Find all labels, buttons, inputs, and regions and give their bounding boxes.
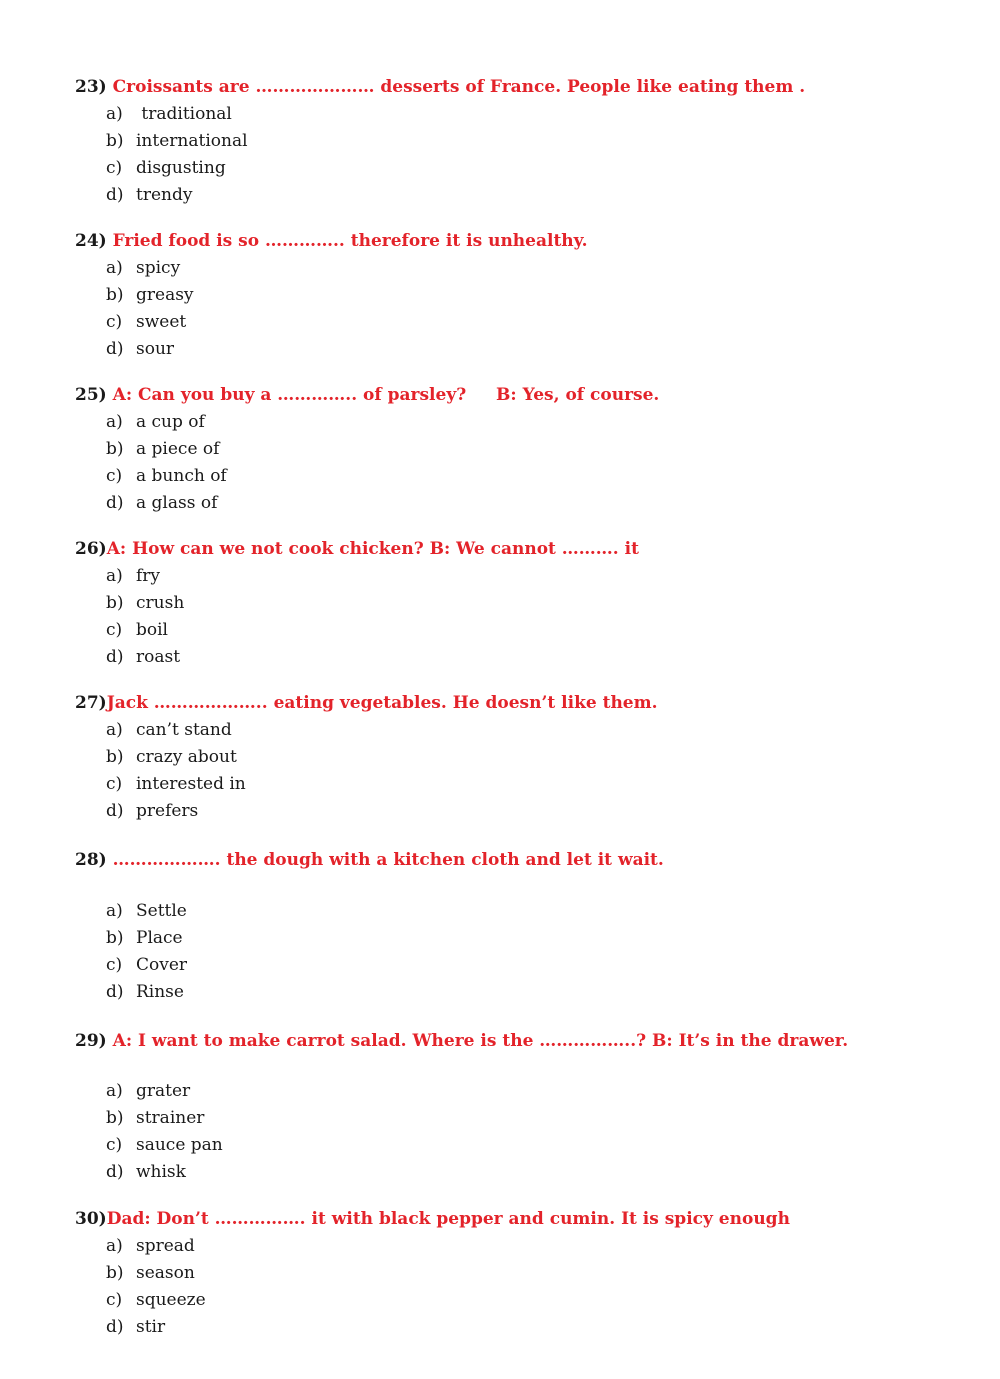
option-c[interactable] [75, 309, 975, 336]
question-text: A: Can you buy a ………….. of parsley? [112, 385, 467, 405]
option-text: whisk [136, 1162, 186, 1182]
options-list [75, 563, 975, 671]
option-c[interactable] [75, 155, 975, 182]
option-c[interactable] [75, 1132, 975, 1159]
question-text: A: How can we not cook chicken? B: We cannot ………. it [106, 539, 639, 559]
option-text: a cup of [136, 412, 205, 432]
question-text: A: I want to make carrot salad. Where is the ……………..? B: It’s in the drawer. [112, 1031, 849, 1051]
option-text: spread [136, 1236, 195, 1256]
options-list [75, 409, 975, 517]
option-text: a glass of [136, 493, 218, 513]
option-letter: b) [106, 439, 124, 459]
option-text: sauce pan [136, 1135, 223, 1155]
question-number: 28) [75, 850, 107, 870]
option-letter: d) [106, 982, 124, 1002]
option-a[interactable] [75, 1078, 975, 1105]
option-text: squeeze [136, 1290, 206, 1310]
question-number: 24) [75, 231, 107, 251]
option-text: international [136, 131, 248, 151]
question-prompt [75, 692, 975, 714]
option-text: boil [136, 620, 168, 640]
options-list [75, 1233, 975, 1341]
option-d[interactable] [75, 979, 975, 1006]
option-text: Cover [136, 955, 188, 975]
question-number: 25) [75, 385, 107, 405]
option-text: prefers [136, 801, 199, 821]
option-b[interactable] [75, 590, 975, 617]
question-text: Croissants are ………………… desserts of France. People like eating them . [112, 77, 806, 97]
option-text: roast [136, 647, 181, 667]
option-text: greasy [136, 285, 194, 305]
option-b[interactable] [75, 436, 975, 463]
option-text: sweet [136, 312, 187, 332]
option-text: interested in [136, 774, 246, 794]
option-b[interactable] [75, 925, 975, 952]
option-letter: c) [106, 620, 123, 640]
question-23 [75, 76, 975, 209]
option-letter: d) [106, 1162, 124, 1182]
option-text: crazy about [136, 747, 237, 767]
option-d[interactable] [75, 1159, 975, 1186]
option-b[interactable] [75, 1260, 975, 1287]
option-letter: c) [106, 774, 123, 794]
option-letter: b) [106, 928, 124, 948]
options-list [75, 898, 975, 1006]
options-list [75, 101, 975, 209]
option-b[interactable] [75, 744, 975, 771]
question-text: Fried food is so ………….. therefore it is unhealthy. [112, 231, 588, 251]
option-letter: a) [106, 1236, 123, 1256]
option-a[interactable] [75, 717, 975, 744]
option-text: spicy [136, 258, 181, 278]
option-d[interactable] [75, 490, 975, 517]
question-prompt [75, 76, 975, 98]
question-prompt [75, 230, 975, 252]
option-text: stir [136, 1317, 166, 1337]
question-text: Jack ……………….. eating vegetables. He doesn’t like them. [106, 693, 658, 713]
option-letter: c) [106, 1135, 123, 1155]
option-d[interactable] [75, 182, 975, 209]
option-letter: b) [106, 1263, 124, 1283]
option-letter: a) [106, 104, 123, 124]
option-text: sour [136, 339, 175, 359]
option-letter: b) [106, 285, 124, 305]
question-text: ………………. the dough with a kitchen cloth and let it wait. [112, 850, 664, 870]
question-24 [75, 230, 975, 363]
question-28 [75, 849, 975, 1006]
option-letter: c) [106, 158, 123, 178]
option-text: strainer [136, 1108, 205, 1128]
question-prompt [75, 384, 975, 406]
option-text: season [136, 1263, 195, 1283]
options-list [75, 255, 975, 363]
option-d[interactable] [75, 798, 975, 825]
option-c[interactable] [75, 1287, 975, 1314]
option-a[interactable] [75, 255, 975, 282]
option-d[interactable] [75, 336, 975, 363]
question-25 [75, 384, 975, 517]
option-text: fry [136, 566, 161, 586]
option-text: a bunch of [136, 466, 227, 486]
option-text: trendy [136, 185, 193, 205]
option-letter: d) [106, 801, 124, 821]
question-26 [75, 538, 975, 671]
question-text: Dad: Don’t ……………. it with black pepper and cumin. It is spicy enough [106, 1209, 790, 1229]
option-text: Settle [136, 901, 187, 921]
option-c[interactable] [75, 771, 975, 798]
question-27 [75, 692, 975, 825]
question-number: 23) [75, 77, 107, 97]
question-number: 30) [75, 1209, 107, 1229]
option-letter: d) [106, 493, 124, 513]
option-letter: a) [106, 258, 123, 278]
option-b[interactable] [75, 282, 975, 309]
option-c[interactable] [75, 617, 975, 644]
option-a[interactable] [75, 101, 975, 128]
option-letter: a) [106, 566, 123, 586]
option-c[interactable] [75, 952, 975, 979]
option-letter: c) [106, 466, 123, 486]
option-letter: a) [106, 1081, 123, 1101]
option-text: Rinse [136, 982, 184, 1002]
option-letter: a) [106, 901, 123, 921]
option-letter: b) [106, 593, 124, 613]
option-a[interactable] [75, 1233, 975, 1260]
question-prompt [75, 1030, 975, 1052]
question-prompt [75, 1208, 975, 1230]
option-letter: a) [106, 720, 123, 740]
option-letter: d) [106, 185, 124, 205]
question-number: 27) [75, 693, 107, 713]
options-list [75, 717, 975, 825]
option-letter: c) [106, 312, 123, 332]
option-text: disgusting [136, 158, 226, 178]
option-d[interactable] [75, 1314, 975, 1341]
option-text: a piece of [136, 439, 220, 459]
option-text: can’t stand [136, 720, 232, 740]
option-letter: a) [106, 412, 123, 432]
option-letter: c) [106, 1290, 123, 1310]
option-a[interactable] [75, 563, 975, 590]
question-prompt [75, 538, 975, 560]
option-letter: d) [106, 339, 124, 359]
option-b[interactable] [75, 1105, 975, 1132]
question-response: B: Yes, of course. [496, 385, 660, 405]
option-a[interactable] [75, 898, 975, 925]
option-text: crush [136, 593, 185, 613]
question-29 [75, 1030, 975, 1186]
option-letter: b) [106, 1108, 124, 1128]
option-a[interactable] [75, 409, 975, 436]
question-number: 29) [75, 1031, 107, 1051]
question-prompt [75, 849, 975, 871]
option-text: Place [136, 928, 183, 948]
option-letter: d) [106, 1317, 124, 1337]
option-text: traditional [136, 104, 232, 124]
question-30 [75, 1208, 975, 1341]
option-letter: b) [106, 747, 124, 767]
option-text: grater [136, 1081, 191, 1101]
option-c[interactable] [75, 463, 975, 490]
option-letter: d) [106, 647, 124, 667]
options-list [75, 1078, 975, 1186]
option-d[interactable] [75, 644, 975, 671]
option-b[interactable] [75, 128, 975, 155]
option-letter: b) [106, 131, 124, 151]
option-letter: c) [106, 955, 123, 975]
question-number: 26) [75, 539, 107, 559]
